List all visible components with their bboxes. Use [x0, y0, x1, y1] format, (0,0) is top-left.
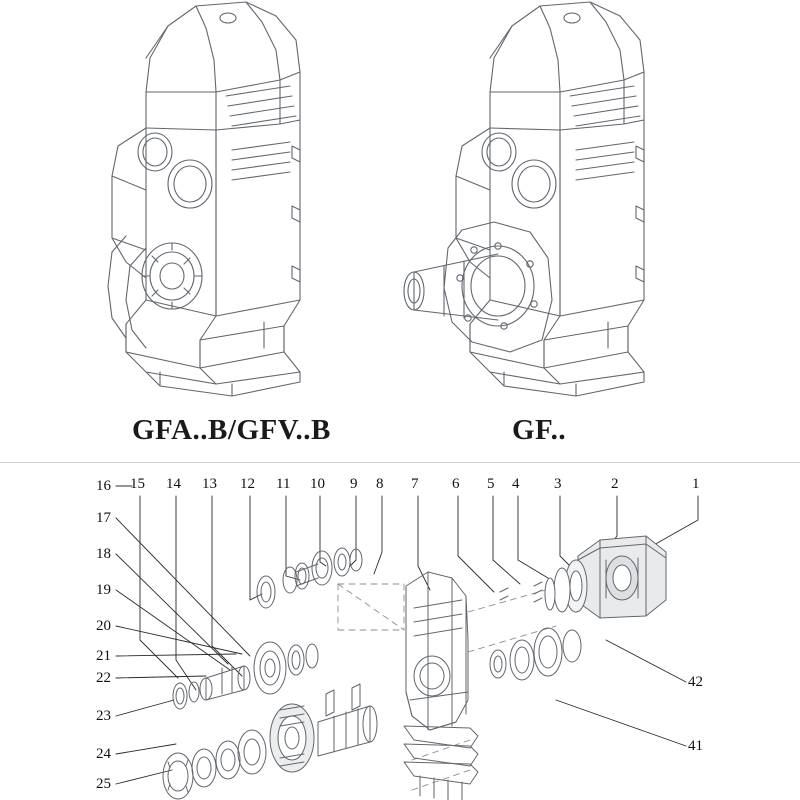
callout-13: 13: [202, 476, 217, 492]
callout-5: 5: [487, 476, 495, 492]
callout-41: 41: [688, 738, 703, 754]
caption-left-view: GFA..B/GFV..B: [132, 414, 331, 446]
callout-8: 8: [376, 476, 384, 492]
callout-11: 11: [276, 476, 291, 492]
caption-right-view: GF..: [512, 414, 567, 446]
callout-23: 23: [96, 708, 111, 724]
callout-21: 21: [96, 648, 111, 664]
callout-6: 6: [452, 476, 460, 492]
callout-9: 9: [350, 476, 358, 492]
callout-16: 16: [96, 478, 111, 494]
callout-22: 22: [96, 670, 111, 686]
callout-17: 17: [96, 510, 111, 526]
callout-14: 14: [166, 476, 181, 492]
callout-20: 20: [96, 618, 111, 634]
callout-15: 15: [130, 476, 145, 492]
callout-10: 10: [310, 476, 325, 492]
callout-25: 25: [96, 776, 111, 792]
callout-3: 3: [554, 476, 562, 492]
callout-2: 2: [611, 476, 619, 492]
callout-4: 4: [512, 476, 520, 492]
callout-7: 7: [411, 476, 419, 492]
callout-24: 24: [96, 746, 111, 762]
callout-42: 42: [688, 674, 703, 690]
callout-12: 12: [240, 476, 255, 492]
callout-1: 1: [692, 476, 700, 492]
callout-18: 18: [96, 546, 111, 562]
callout-19: 19: [96, 582, 111, 598]
